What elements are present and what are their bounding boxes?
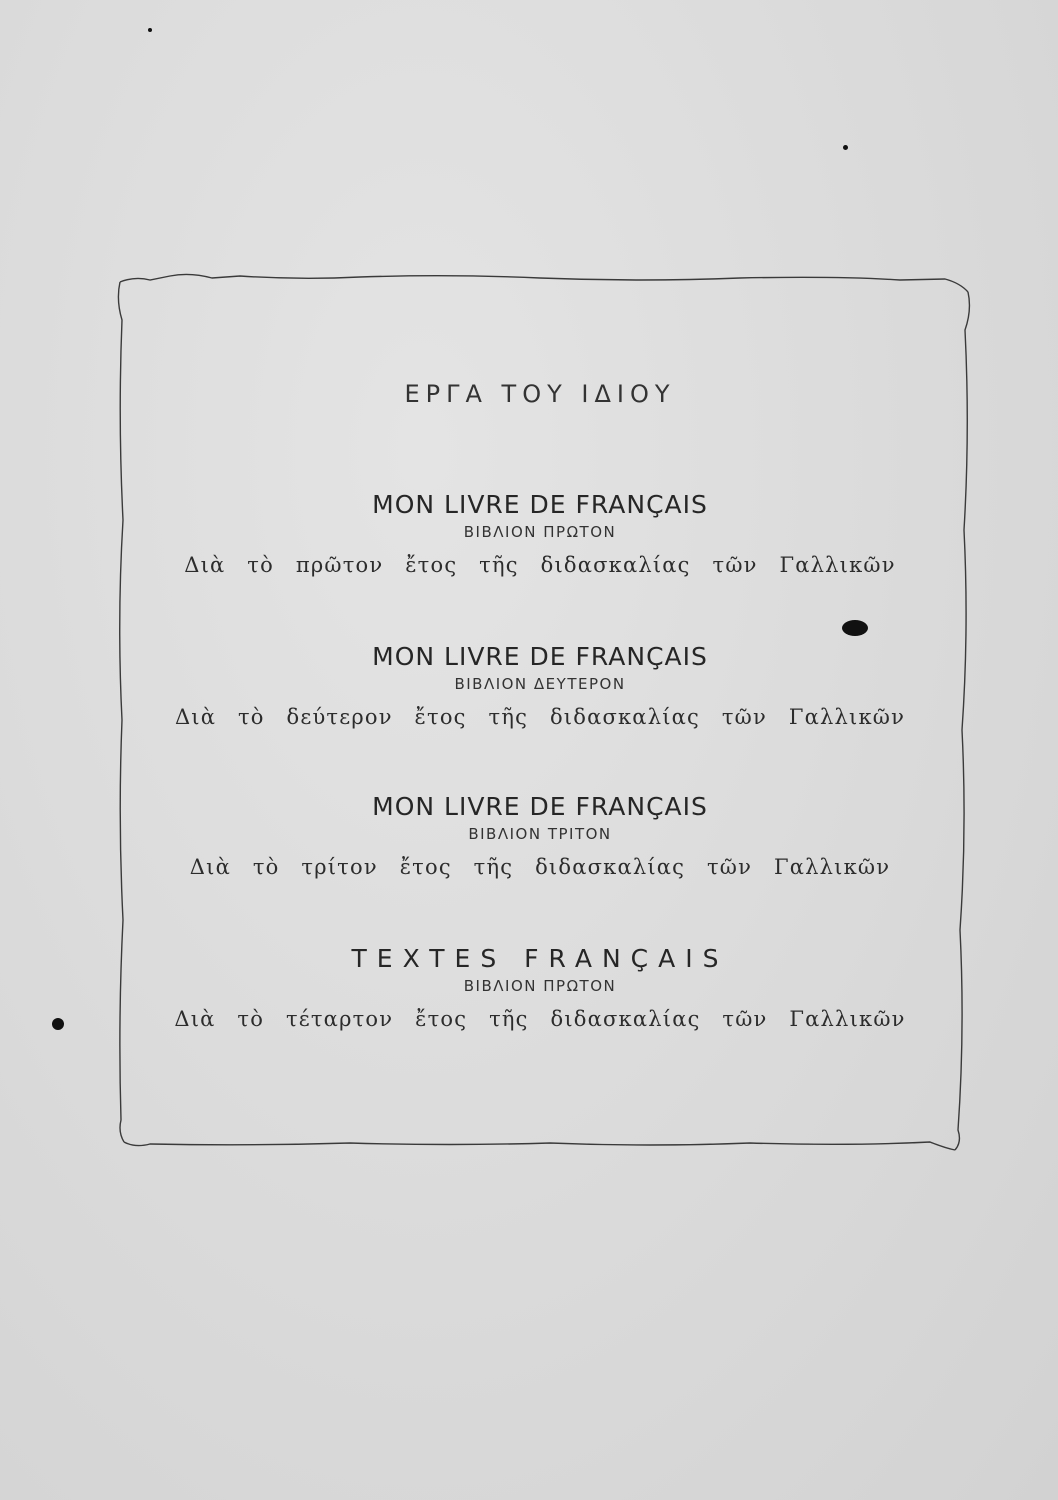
list-item xyxy=(150,642,930,732)
list-item xyxy=(150,490,930,580)
page-title: ΕΡΓΑ ΤΟΥ ΙΔΙΟΥ xyxy=(404,380,676,408)
book-title: MON LIVRE DE FRANÇAIS xyxy=(372,642,708,671)
ink-speck xyxy=(843,145,848,150)
book-description: Διὰ τὸ πρῶτον ἔτος τῆς διδασκαλίας τῶν Γαλλικῶν xyxy=(184,553,896,577)
ink-speck xyxy=(842,620,868,636)
ink-speck xyxy=(148,28,152,32)
book-title: TEXTES FRANÇAIS xyxy=(351,944,729,973)
ink-speck xyxy=(52,1018,64,1030)
book-subtitle: ΒΙΒΛΙΟΝ ΠΡΩΤΟΝ xyxy=(463,977,617,995)
book-description: Διὰ τὸ τρίτον ἔτος τῆς διδασκαλίας τῶν Γαλλικῶν xyxy=(189,855,891,879)
list-item xyxy=(150,944,930,1034)
book-description: Διὰ τὸ δεύτερον ἔτος τῆς διδασκαλίας τῶν Γαλλικῶν xyxy=(174,705,906,729)
list-item xyxy=(150,792,930,882)
book-description: Διὰ τὸ τέταρτον ἔτος τῆς διδασκαλίας τῶν Γαλλικῶν xyxy=(174,1007,906,1031)
book-subtitle: ΒΙΒΛΙΟΝ ΔΕΥΤΕΡΟΝ xyxy=(454,675,626,693)
book-subtitle: ΒΙΒΛΙΟΝ ΠΡΩΤΟΝ xyxy=(463,523,617,541)
book-title: MON LIVRE DE FRANÇAIS xyxy=(372,792,708,821)
book-title: MON LIVRE DE FRANÇAIS xyxy=(372,490,708,519)
book-subtitle: ΒΙΒΛΙΟΝ ΤΡΙΤΟΝ xyxy=(468,825,612,843)
